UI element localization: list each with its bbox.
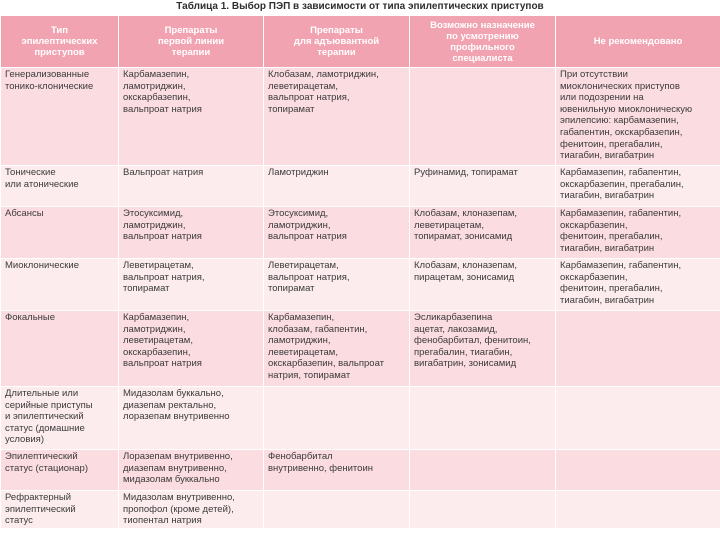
aed-selection-table [0, 15, 720, 529]
cell-seizure-type: Эпилептический статус (стационар) [1, 450, 119, 491]
table-row [1, 387, 720, 450]
cell-not-recommended: Карбамазепин, габапентин, окскарбазепин, фенитоин, прегабалин, тиагабин, вигабатрин [556, 259, 720, 311]
cell-specialist: Эсликарбазепина ацетат, лакозамид, фенобарбитал, фенитоин, прегабалин, тиагабин, вигабатрин, зонисамид [410, 311, 556, 387]
cell-seizure-type: Тонические или атонические [1, 166, 119, 207]
cell-specialist [410, 491, 556, 529]
cell-adjunctive: Этосуксимид, ламотриджин, вальпроат натрия [264, 207, 410, 259]
cell-first-line: Карбамазепин, ламотриджин, леветирацетам, окскарбазепин, вальпроат натрия [119, 311, 264, 387]
cell-adjunctive [264, 491, 410, 529]
cell-adjunctive [264, 387, 410, 450]
cell-specialist: Клобазам, клоназепам, леветирацетам, топирамат, зонисамид [410, 207, 556, 259]
cell-seizure-type: Фокальные [1, 311, 119, 387]
cell-not-recommended [556, 311, 720, 387]
cell-not-recommended: Карбамазепин, габапентин, окскарбазепин, прегабалин, тиагабин, вигабатрин [556, 166, 720, 207]
cell-specialist [410, 387, 556, 450]
cell-first-line: Вальпроат натрия [119, 166, 264, 207]
cell-first-line: Лоразепам внутривенно, диазепам внутривенно, мидазолам буккально [119, 450, 264, 491]
cell-adjunctive: Леветирацетам, вальпроат натрия, топирамат [264, 259, 410, 311]
table-row [1, 259, 720, 311]
table-row [1, 450, 720, 491]
header-specialist: Возможно назначение по усмотрению профильного специалиста [410, 16, 556, 68]
cell-first-line: Этосуксимид, ламотриджин, вальпроат натрия [119, 207, 264, 259]
cell-specialist [410, 450, 556, 491]
cell-adjunctive: Ламотриджин [264, 166, 410, 207]
header-row [1, 16, 720, 68]
cell-seizure-type: Рефрактерный эпилептический статус [1, 491, 119, 529]
cell-adjunctive: Карбамазепин, клобазам, габапентин, ламотриджин, леветирацетам, окскарбазепин, вальпроат натрия, топирамат [264, 311, 410, 387]
header-adjunctive: Препараты для адъювантной терапии [264, 16, 410, 68]
header-seizure-type: Тип эпилептических приступов [1, 16, 119, 68]
cell-adjunctive: Фенобарбитал внутривенно, фенитоин [264, 450, 410, 491]
cell-adjunctive: Клобазам, ламотриджин, леветирацетам, вальпроат натрия, топирамат [264, 68, 410, 166]
table-row [1, 68, 720, 166]
cell-not-recommended [556, 387, 720, 450]
cell-not-recommended [556, 450, 720, 491]
cell-not-recommended: При отсутствии миоклонических приступов или подозрении на ювенильную миоклоническую эпилепсию: карбамазепин, габапентин, окскарбазепин, фенитоин, прегабалин, тиагабин, вигабатрин [556, 68, 720, 166]
table-row [1, 166, 720, 207]
cell-not-recommended [556, 491, 720, 529]
cell-first-line: Леветирацетам, вальпроат натрия, топирамат [119, 259, 264, 311]
header-first-line: Препараты первой линии терапии [119, 16, 264, 68]
cell-specialist: Клобазам, клоназепам, пирацетам, зонисамид [410, 259, 556, 311]
cell-seizure-type: Длительные или серийные приступы и эпилептический статус (домашние условия) [1, 387, 119, 450]
cell-first-line: Мидазолам внутривенно, пропофол (кроме детей), тиопентал натрия [119, 491, 264, 529]
cell-seizure-type: Абсансы [1, 207, 119, 259]
table-row [1, 207, 720, 259]
cell-specialist: Руфинамид, топирамат [410, 166, 556, 207]
cell-not-recommended: Карбамазепин, габапентин, окскарбазепин, фенитоин, прегабалин, тиагабин, вигабатрин [556, 207, 720, 259]
table-caption: Таблица 1. Выбор ПЭП в зависимости от типа эпилептических приступов [176, 1, 544, 12]
header-not-recommended: Не рекомендовано [556, 16, 720, 68]
cell-first-line: Карбамазепин, ламотриджин, окскарбазепин, вальпроат натрия [119, 68, 264, 166]
table-row [1, 491, 720, 529]
cell-seizure-type: Миоклонические [1, 259, 119, 311]
cell-first-line: Мидазолам буккально, диазепам ректально, лоразепам внутривенно [119, 387, 264, 450]
table-row [1, 311, 720, 387]
cell-seizure-type: Генерализованные тонико-клонические [1, 68, 119, 166]
cell-specialist [410, 68, 556, 166]
